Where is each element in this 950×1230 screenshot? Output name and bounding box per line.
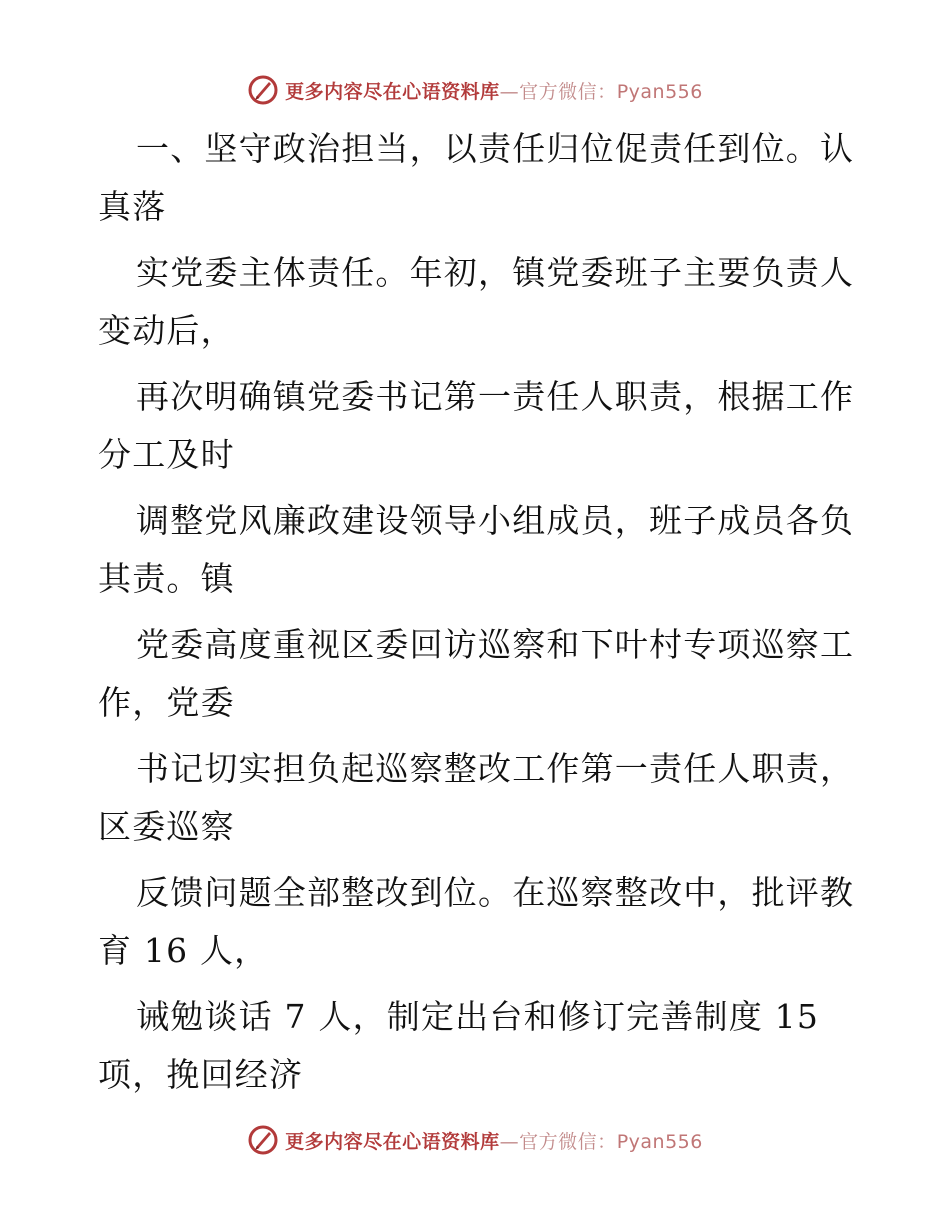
watermark-dash: — [499, 1130, 520, 1153]
paragraph [98, 368, 858, 484]
paragraph-line: 诫勉谈话 7 人，制定出台和修订完善制度 15 [136, 997, 820, 1036]
paragraph-line: 分工及时 [98, 435, 235, 474]
watermark-wechat-label: 官方微信： [519, 1130, 617, 1153]
footer-watermark [0, 1120, 950, 1160]
paragraph-line: 其责。镇 [98, 559, 235, 598]
watermark-wechat-id: Pyan556 [616, 1130, 703, 1153]
paragraph-line: 调整党风廉政建设领导小组成员，班子成员各负 [136, 501, 855, 540]
watermark-brand: 更多内容尽在心语资料库 [285, 1130, 500, 1153]
paragraph-line: 育 16 人， [98, 931, 269, 970]
quill-pen-icon [247, 74, 279, 106]
paragraph-line: 反馈问题全部整改到位。在巡察整改中，批评教 [136, 873, 855, 912]
paragraph-line: 真落 [98, 187, 167, 226]
paragraph [98, 492, 858, 608]
paragraph-line: 项，挽回经济 [98, 1055, 304, 1094]
paragraph [98, 988, 858, 1104]
paragraph [98, 740, 858, 856]
watermark-dash: — [499, 80, 520, 103]
paragraph [98, 616, 858, 732]
watermark-brand: 更多内容尽在心语资料库 [285, 80, 500, 103]
watermark-text [285, 77, 703, 104]
paragraph-line: 再次明确镇党委书记第一责任人职责，根据工作 [136, 377, 855, 416]
watermark-wechat-label: 官方微信： [519, 80, 617, 103]
paragraph [98, 120, 858, 236]
paragraph-line: 区委巡察 [98, 807, 235, 846]
paragraph [98, 864, 858, 980]
header-watermark [0, 70, 950, 110]
quill-pen-icon [247, 1124, 279, 1156]
watermark-wechat-id: Pyan556 [616, 80, 703, 103]
paragraph [98, 244, 858, 360]
paragraph-line: 变动后， [98, 311, 235, 350]
paragraph-line: 书记切实担负起巡察整改工作第一责任人职责， [136, 749, 855, 788]
paragraph-line: 作，党委 [98, 683, 235, 722]
paragraph-line: 一、坚守政治担当，以责任归位促责任到位。认 [136, 129, 855, 168]
paragraph-line: 党委高度重视区委回访巡察和下叶村专项巡察工 [136, 625, 855, 664]
watermark-text [285, 1127, 703, 1154]
paragraph-line: 实党委主体责任。年初，镇党委班子主要负责人 [136, 253, 855, 292]
document-body [98, 120, 858, 1112]
